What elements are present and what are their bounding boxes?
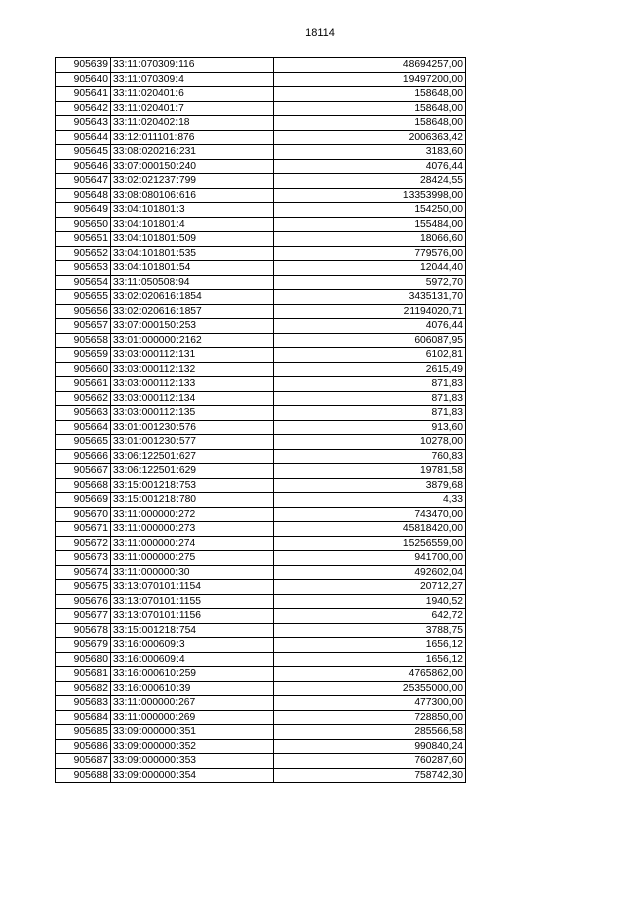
table-row [56,275,466,290]
cadastral-number-cell: 33:13:070101:1156 [111,609,274,624]
row-id-cell: 905671 [56,522,111,537]
row-id-cell: 905682 [56,681,111,696]
row-id-cell: 905657 [56,319,111,334]
row-id-cell: 905687 [56,754,111,769]
cadastral-number-cell: 33:04:101801:4 [111,217,274,232]
cadastral-number-cell: 33:11:050508:94 [111,275,274,290]
table-row [56,116,466,131]
cadastral-number-cell: 33:04:101801:509 [111,232,274,247]
value-cell: 941700,00 [274,551,466,566]
cadastral-number-cell: 33:15:001218:753 [111,478,274,493]
value-cell: 15256559,00 [274,536,466,551]
cadastral-number-cell: 33:11:020402:18 [111,116,274,131]
table-row [56,188,466,203]
value-cell: 4765862,00 [274,667,466,682]
table-row [56,290,466,305]
value-cell: 728850,00 [274,710,466,725]
row-id-cell: 905685 [56,725,111,740]
table-row [56,594,466,609]
cadastral-number-cell: 33:16:000610:39 [111,681,274,696]
value-cell: 4,33 [274,493,466,508]
table-row [56,522,466,537]
table-row [56,478,466,493]
row-id-cell: 905672 [56,536,111,551]
table-row [56,87,466,102]
table-row [56,217,466,232]
cadastral-number-cell: 33:02:020616:1857 [111,304,274,319]
row-id-cell: 905688 [56,768,111,783]
cadastral-number-cell: 33:03:000112:135 [111,406,274,421]
table-row [56,203,466,218]
value-cell: 606087,95 [274,333,466,348]
row-id-cell: 905651 [56,232,111,247]
value-cell: 990840,24 [274,739,466,754]
cadastral-number-cell: 33:09:000000:351 [111,725,274,740]
row-id-cell: 905681 [56,667,111,682]
row-id-cell: 905641 [56,87,111,102]
value-cell: 3788,75 [274,623,466,638]
row-id-cell: 905645 [56,145,111,160]
cadastral-number-cell: 33:11:000000:272 [111,507,274,522]
value-cell: 25355000,00 [274,681,466,696]
row-id-cell: 905680 [56,652,111,667]
cadastral-number-cell: 33:07:000150:240 [111,159,274,174]
cadastral-number-cell: 33:08:020216:231 [111,145,274,160]
row-id-cell: 905640 [56,72,111,87]
table-row [56,319,466,334]
table-row [56,652,466,667]
table-row [56,464,466,479]
row-id-cell: 905650 [56,217,111,232]
table-row [56,406,466,421]
cadastral-number-cell: 33:04:101801:54 [111,261,274,276]
value-cell: 1656,12 [274,638,466,653]
table-row [56,449,466,464]
table-row [56,391,466,406]
value-cell: 20712,27 [274,580,466,595]
value-cell: 158648,00 [274,87,466,102]
cadastral-number-cell: 33:13:070101:1154 [111,580,274,595]
row-id-cell: 905660 [56,362,111,377]
value-cell: 3435131,70 [274,290,466,305]
table-row [56,638,466,653]
value-cell: 155484,00 [274,217,466,232]
value-cell: 12044,40 [274,261,466,276]
value-cell: 18066,60 [274,232,466,247]
row-id-cell: 905678 [56,623,111,638]
row-id-cell: 905652 [56,246,111,261]
cadastral-number-cell: 33:08:080106:616 [111,188,274,203]
value-cell: 871,83 [274,406,466,421]
table-row [56,232,466,247]
value-cell: 154250,00 [274,203,466,218]
table-row [56,696,466,711]
row-id-cell: 905667 [56,464,111,479]
table-row [56,420,466,435]
row-id-cell: 905639 [56,58,111,73]
table-row [56,130,466,145]
value-cell: 1656,12 [274,652,466,667]
value-cell: 2006363,42 [274,130,466,145]
cadastral-number-cell: 33:11:000000:274 [111,536,274,551]
cadastral-number-cell: 33:03:000112:131 [111,348,274,363]
cadastral-number-cell: 33:01:001230:576 [111,420,274,435]
row-id-cell: 905675 [56,580,111,595]
row-id-cell: 905646 [56,159,111,174]
cadastral-number-cell: 33:02:021237:799 [111,174,274,189]
row-id-cell: 905676 [56,594,111,609]
value-cell: 779576,00 [274,246,466,261]
row-id-cell: 905644 [56,130,111,145]
cadastral-number-cell: 33:11:000000:269 [111,710,274,725]
table-row [56,435,466,450]
row-id-cell: 905677 [56,609,111,624]
value-cell: 4076,44 [274,319,466,334]
value-cell: 1940,52 [274,594,466,609]
table-row [56,58,466,73]
cadastral-number-cell: 33:16:000609:4 [111,652,274,667]
value-cell: 48694257,00 [274,58,466,73]
value-cell: 913,60 [274,420,466,435]
table-row [56,609,466,624]
cadastral-number-cell: 33:15:001218:780 [111,493,274,508]
registry-table [55,57,466,783]
table-row [56,304,466,319]
row-id-cell: 905674 [56,565,111,580]
table-row [56,159,466,174]
table-row [56,362,466,377]
row-id-cell: 905656 [56,304,111,319]
cadastral-number-cell: 33:11:070309:4 [111,72,274,87]
value-cell: 21194020,71 [274,304,466,319]
row-id-cell: 905661 [56,377,111,392]
cadastral-number-cell: 33:12:011101:876 [111,130,274,145]
row-id-cell: 905668 [56,478,111,493]
table-row [56,551,466,566]
row-id-cell: 905642 [56,101,111,116]
table-row [56,101,466,116]
table-row [56,246,466,261]
table-row [56,174,466,189]
row-id-cell: 905653 [56,261,111,276]
cadastral-number-cell: 33:09:000000:352 [111,739,274,754]
value-cell: 760,83 [274,449,466,464]
row-id-cell: 905655 [56,290,111,305]
table-row [56,739,466,754]
cadastral-number-cell: 33:13:070101:1155 [111,594,274,609]
cadastral-number-cell: 33:11:000000:267 [111,696,274,711]
value-cell: 10278,00 [274,435,466,450]
cadastral-number-cell: 33:09:000000:353 [111,754,274,769]
cadastral-number-cell: 33:04:101801:3 [111,203,274,218]
table-row [56,72,466,87]
table-row [56,377,466,392]
cadastral-number-cell: 33:16:000610:259 [111,667,274,682]
table-row [56,145,466,160]
value-cell: 743470,00 [274,507,466,522]
value-cell: 6102,81 [274,348,466,363]
value-cell: 158648,00 [274,101,466,116]
value-cell: 760287,60 [274,754,466,769]
row-id-cell: 905659 [56,348,111,363]
table-row [56,667,466,682]
table-row [56,580,466,595]
cadastral-number-cell: 33:03:000112:132 [111,362,274,377]
table-row [56,507,466,522]
row-id-cell: 905643 [56,116,111,131]
cadastral-number-cell: 33:15:001218:754 [111,623,274,638]
row-id-cell: 905670 [56,507,111,522]
value-cell: 3879,68 [274,478,466,493]
row-id-cell: 905673 [56,551,111,566]
table-row [56,333,466,348]
row-id-cell: 905665 [56,435,111,450]
row-id-cell: 905669 [56,493,111,508]
cadastral-number-cell: 33:11:000000:30 [111,565,274,580]
row-id-cell: 905683 [56,696,111,711]
table-row [56,623,466,638]
table-row [56,261,466,276]
cadastral-number-cell: 33:11:070309:116 [111,58,274,73]
table-row [56,710,466,725]
cadastral-number-cell: 33:02:020616:1854 [111,290,274,305]
registry-table-body [56,58,466,783]
cadastral-number-cell: 33:11:000000:275 [111,551,274,566]
row-id-cell: 905686 [56,739,111,754]
value-cell: 3183,60 [274,145,466,160]
table-row [56,681,466,696]
cadastral-number-cell: 33:03:000112:133 [111,377,274,392]
cadastral-number-cell: 33:06:122501:629 [111,464,274,479]
cadastral-number-cell: 33:07:000150:253 [111,319,274,334]
table-row [56,348,466,363]
table-row [56,768,466,783]
value-cell: 158648,00 [274,116,466,131]
cadastral-number-cell: 33:11:020401:7 [111,101,274,116]
value-cell: 2615,49 [274,362,466,377]
value-cell: 28424,55 [274,174,466,189]
table-row [56,536,466,551]
cadastral-number-cell: 33:09:000000:354 [111,768,274,783]
value-cell: 19497200,00 [274,72,466,87]
cadastral-number-cell: 33:11:000000:273 [111,522,274,537]
row-id-cell: 905647 [56,174,111,189]
value-cell: 13353998,00 [274,188,466,203]
value-cell: 642,72 [274,609,466,624]
value-cell: 5972,70 [274,275,466,290]
cadastral-number-cell: 33:06:122501:627 [111,449,274,464]
cadastral-number-cell: 33:11:020401:6 [111,87,274,102]
value-cell: 19781,58 [274,464,466,479]
cadastral-number-cell: 33:01:000000:2162 [111,333,274,348]
table-row [56,565,466,580]
value-cell: 285566,58 [274,725,466,740]
row-id-cell: 905649 [56,203,111,218]
cadastral-number-cell: 33:03:000112:134 [111,391,274,406]
row-id-cell: 905684 [56,710,111,725]
table-row [56,725,466,740]
value-cell: 758742,30 [274,768,466,783]
row-id-cell: 905658 [56,333,111,348]
cadastral-number-cell: 33:04:101801:535 [111,246,274,261]
value-cell: 492602,04 [274,565,466,580]
row-id-cell: 905679 [56,638,111,653]
cadastral-number-cell: 33:01:001230:577 [111,435,274,450]
row-id-cell: 905663 [56,406,111,421]
row-id-cell: 905654 [56,275,111,290]
table-row [56,754,466,769]
row-id-cell: 905648 [56,188,111,203]
value-cell: 477300,00 [274,696,466,711]
value-cell: 871,83 [274,391,466,406]
page-number: 18114 [305,27,335,39]
row-id-cell: 905662 [56,391,111,406]
cadastral-number-cell: 33:16:000609:3 [111,638,274,653]
value-cell: 871,83 [274,377,466,392]
row-id-cell: 905666 [56,449,111,464]
table-row [56,493,466,508]
row-id-cell: 905664 [56,420,111,435]
value-cell: 45818420,00 [274,522,466,537]
value-cell: 4076,44 [274,159,466,174]
